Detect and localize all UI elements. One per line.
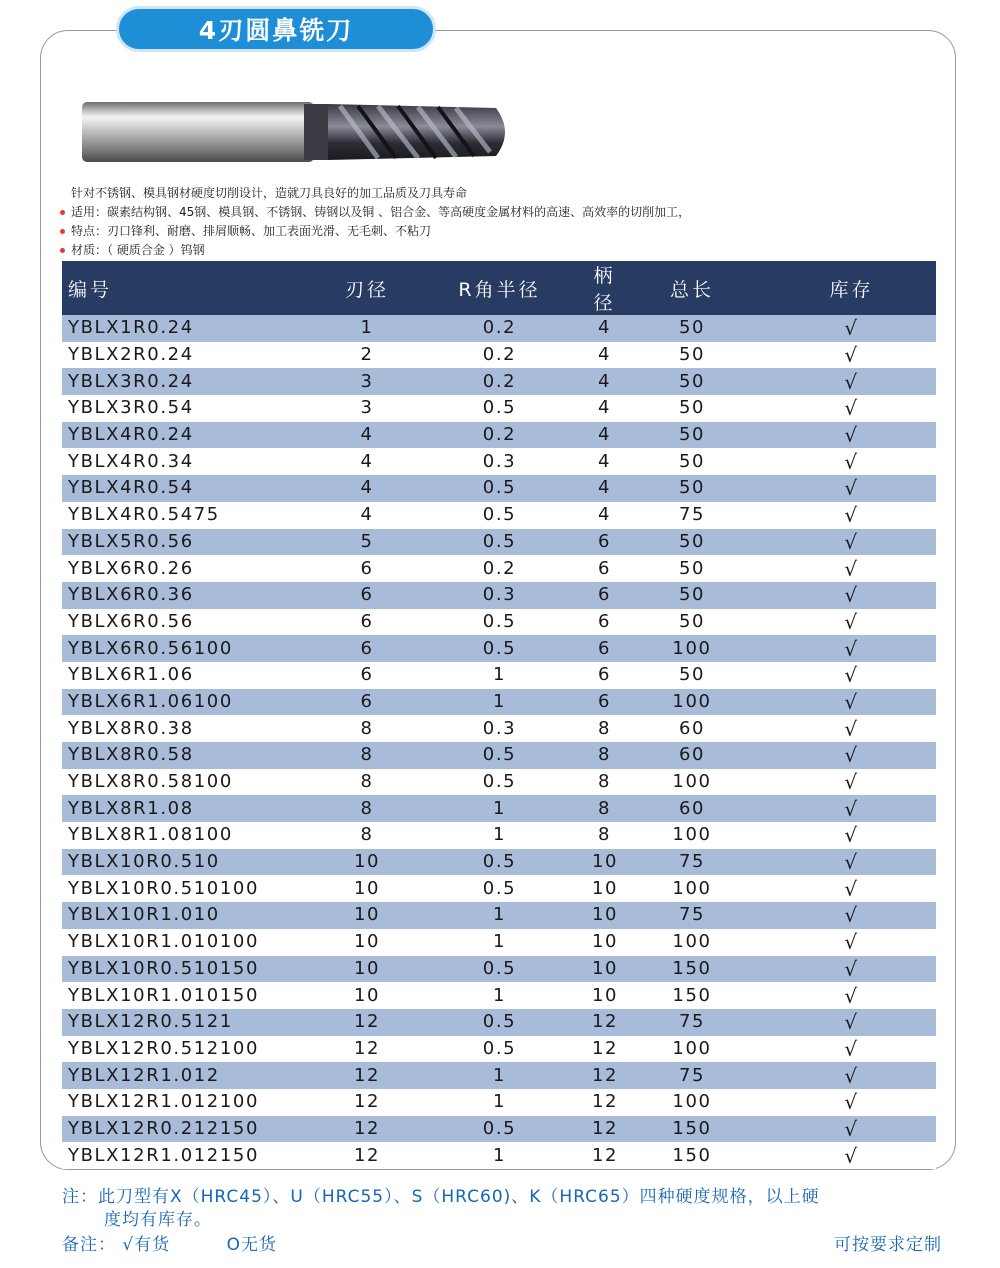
- cell-code: YBLX12R0.512100: [68, 1037, 260, 1059]
- cell-corner-radius: 1: [492, 1144, 507, 1166]
- table-row: [62, 529, 936, 556]
- cell-blade-diameter: 6: [360, 610, 374, 632]
- cell-blade-diameter: 8: [360, 824, 374, 846]
- cell-corner-radius: 0.5: [482, 504, 517, 526]
- cell-blade-diameter: 10: [353, 957, 381, 979]
- cell-total-length: 75: [678, 1011, 706, 1033]
- cell-stock: √: [844, 556, 859, 581]
- cell-corner-radius: 1: [492, 1091, 507, 1113]
- bullet-dot-icon: [60, 248, 65, 253]
- cell-blade-diameter: 3: [360, 370, 374, 392]
- cell-total-length: 100: [672, 1091, 712, 1113]
- cell-corner-radius: 0.5: [482, 397, 517, 419]
- cell-corner-radius: 0.5: [482, 744, 517, 766]
- cell-corner-radius: 0.5: [482, 530, 517, 552]
- table-body: [62, 315, 936, 1169]
- hardness-note: [62, 1186, 942, 1232]
- description-bullet: 特点：刃口锋利、耐磨、排屑顺畅、加工表面光滑、无毛刺、不粘刀: [58, 222, 938, 241]
- cell-code: YBLX6R1.06100: [68, 690, 233, 712]
- cell-corner-radius: 0.2: [482, 344, 517, 366]
- cell-code: YBLX8R0.58: [68, 744, 194, 766]
- table-row: [62, 849, 936, 876]
- header-total-length: 总长: [669, 278, 714, 301]
- cell-total-length: 100: [672, 1037, 712, 1059]
- cell-total-length: 50: [678, 664, 706, 686]
- cell-corner-radius: 1: [492, 984, 507, 1006]
- description-bullet: 材质：（ 硬质合金 ）钨钢: [58, 241, 938, 260]
- cell-stock: √: [844, 850, 859, 875]
- cell-code: YBLX1R0.24: [68, 317, 194, 339]
- cell-code: YBLX8R1.08100: [68, 824, 233, 846]
- cell-total-length: 50: [678, 530, 706, 552]
- cell-total-length: 60: [678, 717, 706, 739]
- legend-out-of-stock: O无货: [226, 1235, 278, 1255]
- cell-blade-diameter: 4: [360, 424, 374, 446]
- cell-code: YBLX4R0.24: [68, 424, 194, 446]
- cell-stock: √: [844, 796, 859, 821]
- cell-stock: √: [844, 983, 859, 1008]
- custom-order-note: 可按要求定制: [834, 1235, 942, 1255]
- cell-stock: √: [844, 743, 859, 768]
- cell-total-length: 75: [678, 904, 706, 926]
- table-row: [62, 822, 936, 849]
- cell-stock: √: [844, 903, 859, 928]
- cell-corner-radius: 0.5: [482, 637, 517, 659]
- description: [58, 184, 938, 260]
- cell-corner-radius: 0.5: [482, 771, 517, 793]
- cell-total-length: 150: [672, 984, 712, 1006]
- cell-shank-diameter: 4: [597, 344, 612, 366]
- cell-stock: √: [844, 369, 859, 394]
- cell-shank-diameter: 4: [597, 397, 612, 419]
- cell-stock: √: [844, 583, 859, 608]
- cell-code: YBLX2R0.24: [68, 344, 194, 366]
- cell-shank-diameter: 10: [592, 851, 619, 873]
- header-shank-diameter: 柄径: [593, 265, 616, 314]
- cell-shank-diameter: 12: [592, 1144, 619, 1166]
- cell-stock: √: [844, 636, 859, 661]
- cell-stock: √: [844, 663, 859, 688]
- cell-corner-radius: 0.2: [482, 557, 517, 579]
- cell-shank-diameter: 8: [597, 797, 612, 819]
- cell-total-length: 50: [678, 424, 706, 446]
- description-bullet: 适用：碳素结构钢、45钢、模具钢、不锈钢、铸钢以及铜 、铝合金、等高硬度金属材料的高速、高效率的切削加工，: [58, 203, 938, 222]
- table-row: [62, 422, 936, 449]
- table-row: [62, 315, 936, 342]
- cell-shank-diameter: 6: [597, 530, 612, 552]
- cell-total-length: 60: [678, 744, 706, 766]
- table-row: [62, 929, 936, 956]
- cell-code: YBLX6R0.36: [68, 584, 194, 606]
- cell-total-length: 100: [672, 931, 712, 953]
- cell-shank-diameter: 8: [597, 824, 612, 846]
- table-header-row: [62, 261, 936, 315]
- cell-code: YBLX4R0.34: [68, 450, 194, 472]
- cell-total-length: 75: [678, 851, 706, 873]
- table-row: [62, 582, 936, 609]
- table-row: [62, 395, 936, 422]
- table-row: [62, 715, 936, 742]
- cell-code: YBLX10R1.010100: [68, 931, 260, 953]
- cell-total-length: 75: [678, 504, 706, 526]
- cell-corner-radius: 1: [492, 797, 507, 819]
- table-row: [62, 555, 936, 582]
- table-row: [62, 742, 936, 769]
- cell-shank-diameter: 8: [597, 717, 612, 739]
- cell-total-length: 50: [678, 557, 706, 579]
- table-row: [62, 448, 936, 475]
- cell-corner-radius: 1: [492, 690, 507, 712]
- cell-corner-radius: 0.2: [482, 370, 517, 392]
- header-blade-diameter: 刃径: [344, 278, 389, 301]
- legend-in-stock: 备注： √有货: [62, 1235, 171, 1255]
- table-row: [62, 902, 936, 929]
- cell-blade-diameter: 12: [353, 1011, 381, 1033]
- cell-blade-diameter: 6: [360, 637, 374, 659]
- cell-code: YBLX4R0.54: [68, 477, 194, 499]
- cell-stock: √: [844, 1143, 859, 1168]
- table-row: [62, 1009, 936, 1036]
- header-code: 编号: [68, 278, 113, 301]
- cell-blade-diameter: 2: [360, 344, 374, 366]
- table-row: [62, 1036, 936, 1063]
- cell-stock: √: [844, 876, 859, 901]
- table-row: [62, 956, 936, 983]
- cell-corner-radius: 1: [492, 904, 507, 926]
- cell-code: YBLX8R0.38: [68, 717, 194, 739]
- cell-stock: √: [844, 1116, 859, 1141]
- cell-shank-diameter: 10: [592, 904, 619, 926]
- cell-blade-diameter: 12: [353, 1064, 381, 1086]
- table-row: [62, 1116, 936, 1143]
- page-title: 4刃圆鼻铣刀: [116, 6, 436, 52]
- cell-shank-diameter: 12: [592, 1117, 619, 1139]
- header-stock: 库存: [829, 278, 874, 301]
- cell-code: YBLX10R0.510: [68, 851, 220, 873]
- table-row: [62, 662, 936, 689]
- cell-total-length: 100: [672, 690, 712, 712]
- cell-blade-diameter: 12: [353, 1091, 381, 1113]
- table-row: [62, 1089, 936, 1116]
- table-row: [62, 609, 936, 636]
- cell-stock: √: [844, 449, 859, 474]
- cell-shank-diameter: 4: [597, 424, 612, 446]
- cell-stock: √: [844, 423, 859, 448]
- cell-stock: √: [844, 316, 859, 341]
- description-intro: 针对不锈钢、模具钢材硬度切削设计，造就刀具良好的加工品质及刀具寿命: [71, 186, 468, 200]
- cell-total-length: 50: [678, 317, 706, 339]
- cell-blade-diameter: 6: [360, 664, 374, 686]
- cell-shank-diameter: 10: [592, 984, 619, 1006]
- cell-code: YBLX6R0.56100: [68, 637, 233, 659]
- cell-corner-radius: 1: [492, 664, 507, 686]
- cell-stock: √: [844, 716, 859, 741]
- cell-stock: √: [844, 503, 859, 528]
- cell-stock: √: [844, 1090, 859, 1115]
- cell-total-length: 50: [678, 370, 706, 392]
- cell-blade-diameter: 12: [353, 1144, 381, 1166]
- cell-shank-diameter: 8: [597, 771, 612, 793]
- cell-corner-radius: 0.5: [482, 877, 517, 899]
- cell-total-length: 60: [678, 797, 706, 819]
- cell-code: YBLX3R0.54: [68, 397, 194, 419]
- note-line-2: 度均有库存。: [104, 1210, 212, 1230]
- cell-stock: √: [844, 930, 859, 955]
- cell-code: YBLX12R0.212150: [68, 1117, 260, 1139]
- cell-shank-diameter: 6: [597, 637, 612, 659]
- cell-shank-diameter: 4: [597, 450, 612, 472]
- table-row: [62, 1062, 936, 1089]
- cell-blade-diameter: 4: [360, 450, 374, 472]
- table-row: [62, 689, 936, 716]
- cell-blade-diameter: 10: [353, 931, 381, 953]
- cell-blade-diameter: 8: [360, 744, 374, 766]
- cell-corner-radius: 0.2: [482, 424, 517, 446]
- cell-total-length: 100: [672, 637, 712, 659]
- cell-corner-radius: 0.5: [482, 1037, 517, 1059]
- cell-code: YBLX12R1.012: [68, 1064, 220, 1086]
- cell-stock: √: [844, 956, 859, 981]
- cell-code: YBLX12R1.012100: [68, 1091, 260, 1113]
- note-line-1: 注：此刀型有X（HRC45）、U（HRC55）、S（HRC60)、K（HRC65）四种硬度规格，以上硬: [62, 1187, 820, 1207]
- cell-shank-diameter: 6: [597, 664, 612, 686]
- cell-shank-diameter: 4: [597, 504, 612, 526]
- cell-blade-diameter: 10: [353, 877, 381, 899]
- cell-corner-radius: 0.3: [482, 717, 517, 739]
- cell-shank-diameter: 6: [597, 610, 612, 632]
- cell-code: YBLX4R0.5475: [68, 504, 220, 526]
- cell-total-length: 50: [678, 584, 706, 606]
- cell-stock: √: [844, 1063, 859, 1088]
- cell-stock: √: [844, 343, 859, 368]
- cell-stock: √: [844, 689, 859, 714]
- legend-row: [62, 1230, 942, 1255]
- cell-stock: √: [844, 770, 859, 795]
- cell-corner-radius: 0.3: [482, 450, 517, 472]
- cell-code: YBLX10R0.510150: [68, 957, 260, 979]
- table-row: [62, 342, 936, 369]
- cell-code: YBLX6R1.06: [68, 664, 194, 686]
- cell-code: YBLX10R0.510100: [68, 877, 260, 899]
- cell-blade-diameter: 10: [353, 984, 381, 1006]
- cell-corner-radius: 0.5: [482, 851, 517, 873]
- cell-stock: √: [844, 476, 859, 501]
- table-row: [62, 769, 936, 796]
- cell-stock: √: [844, 529, 859, 554]
- cell-total-length: 50: [678, 477, 706, 499]
- cell-stock: √: [844, 1010, 859, 1035]
- table-row: [62, 368, 936, 395]
- cell-code: YBLX6R0.56: [68, 610, 194, 632]
- cell-code: YBLX12R1.012150: [68, 1144, 260, 1166]
- cell-shank-diameter: 6: [597, 557, 612, 579]
- cell-corner-radius: 0.5: [482, 1117, 517, 1139]
- cell-code: YBLX12R0.5121: [68, 1011, 233, 1033]
- cell-code: YBLX6R0.26: [68, 557, 194, 579]
- cell-total-length: 50: [678, 344, 706, 366]
- cell-code: YBLX8R1.08: [68, 797, 194, 819]
- cell-total-length: 150: [672, 957, 712, 979]
- cell-shank-diameter: 12: [592, 1037, 619, 1059]
- cell-total-length: 150: [672, 1144, 712, 1166]
- cell-corner-radius: 0.5: [482, 957, 517, 979]
- cell-shank-diameter: 8: [597, 744, 612, 766]
- table-row: [62, 475, 936, 502]
- cell-shank-diameter: 12: [592, 1064, 619, 1086]
- cell-shank-diameter: 4: [597, 370, 612, 392]
- cell-blade-diameter: 4: [360, 504, 374, 526]
- cell-stock: √: [844, 823, 859, 848]
- cell-stock: √: [844, 396, 859, 421]
- cell-shank-diameter: 10: [592, 931, 619, 953]
- cell-blade-diameter: 12: [353, 1117, 381, 1139]
- cell-code: YBLX8R0.58100: [68, 771, 233, 793]
- cell-total-length: 100: [672, 877, 712, 899]
- cell-blade-diameter: 6: [360, 584, 374, 606]
- cell-total-length: 100: [672, 824, 712, 846]
- cell-blade-diameter: 10: [353, 904, 381, 926]
- cell-shank-diameter: 12: [592, 1011, 619, 1033]
- cell-stock: √: [844, 1036, 859, 1061]
- cell-code: YBLX10R1.010150: [68, 984, 260, 1006]
- cell-total-length: 50: [678, 610, 706, 632]
- cell-blade-diameter: 6: [360, 557, 374, 579]
- cell-stock: √: [844, 609, 859, 634]
- cell-shank-diameter: 10: [592, 877, 619, 899]
- table-row: [62, 795, 936, 822]
- cell-corner-radius: 0.5: [482, 1011, 517, 1033]
- cell-shank-diameter: 4: [597, 317, 612, 339]
- cell-blade-diameter: 3: [360, 397, 374, 419]
- cell-corner-radius: 0.5: [482, 610, 517, 632]
- table-row: [62, 982, 936, 1009]
- cell-shank-diameter: 4: [597, 477, 612, 499]
- cell-total-length: 50: [678, 397, 706, 419]
- cell-blade-diameter: 1: [360, 317, 374, 339]
- table-row: [62, 502, 936, 529]
- cell-total-length: 100: [672, 771, 712, 793]
- cell-blade-diameter: 12: [353, 1037, 381, 1059]
- cell-shank-diameter: 10: [592, 957, 619, 979]
- cell-blade-diameter: 8: [360, 771, 374, 793]
- cell-blade-diameter: 4: [360, 477, 374, 499]
- cell-blade-diameter: 6: [360, 690, 374, 712]
- cell-code: YBLX3R0.24: [68, 370, 194, 392]
- cell-total-length: 150: [672, 1117, 712, 1139]
- spec-table: [62, 261, 936, 1169]
- bullet-dot-icon: [60, 229, 65, 234]
- cell-corner-radius: 0.2: [482, 317, 517, 339]
- cell-corner-radius: 1: [492, 1064, 507, 1086]
- cell-total-length: 75: [678, 1064, 706, 1086]
- cell-corner-radius: 0.3: [482, 584, 517, 606]
- cell-blade-diameter: 8: [360, 717, 374, 739]
- header-corner-radius: R角半径: [458, 278, 541, 301]
- cell-total-length: 50: [678, 450, 706, 472]
- cell-blade-diameter: 8: [360, 797, 374, 819]
- cell-corner-radius: 0.5: [482, 477, 517, 499]
- cell-blade-diameter: 10: [353, 851, 381, 873]
- end-mill-image: [78, 92, 518, 172]
- table-row: [62, 635, 936, 662]
- cell-corner-radius: 1: [492, 824, 507, 846]
- cell-code: YBLX10R1.010: [68, 904, 220, 926]
- cell-corner-radius: 1: [492, 931, 507, 953]
- table-row: [62, 875, 936, 902]
- table-row: [62, 1142, 936, 1169]
- cell-blade-diameter: 5: [360, 530, 374, 552]
- cell-shank-diameter: 12: [592, 1091, 619, 1113]
- cell-code: YBLX5R0.56: [68, 530, 194, 552]
- bullet-dot-icon: [60, 210, 65, 215]
- cell-shank-diameter: 6: [597, 690, 612, 712]
- cell-shank-diameter: 6: [597, 584, 612, 606]
